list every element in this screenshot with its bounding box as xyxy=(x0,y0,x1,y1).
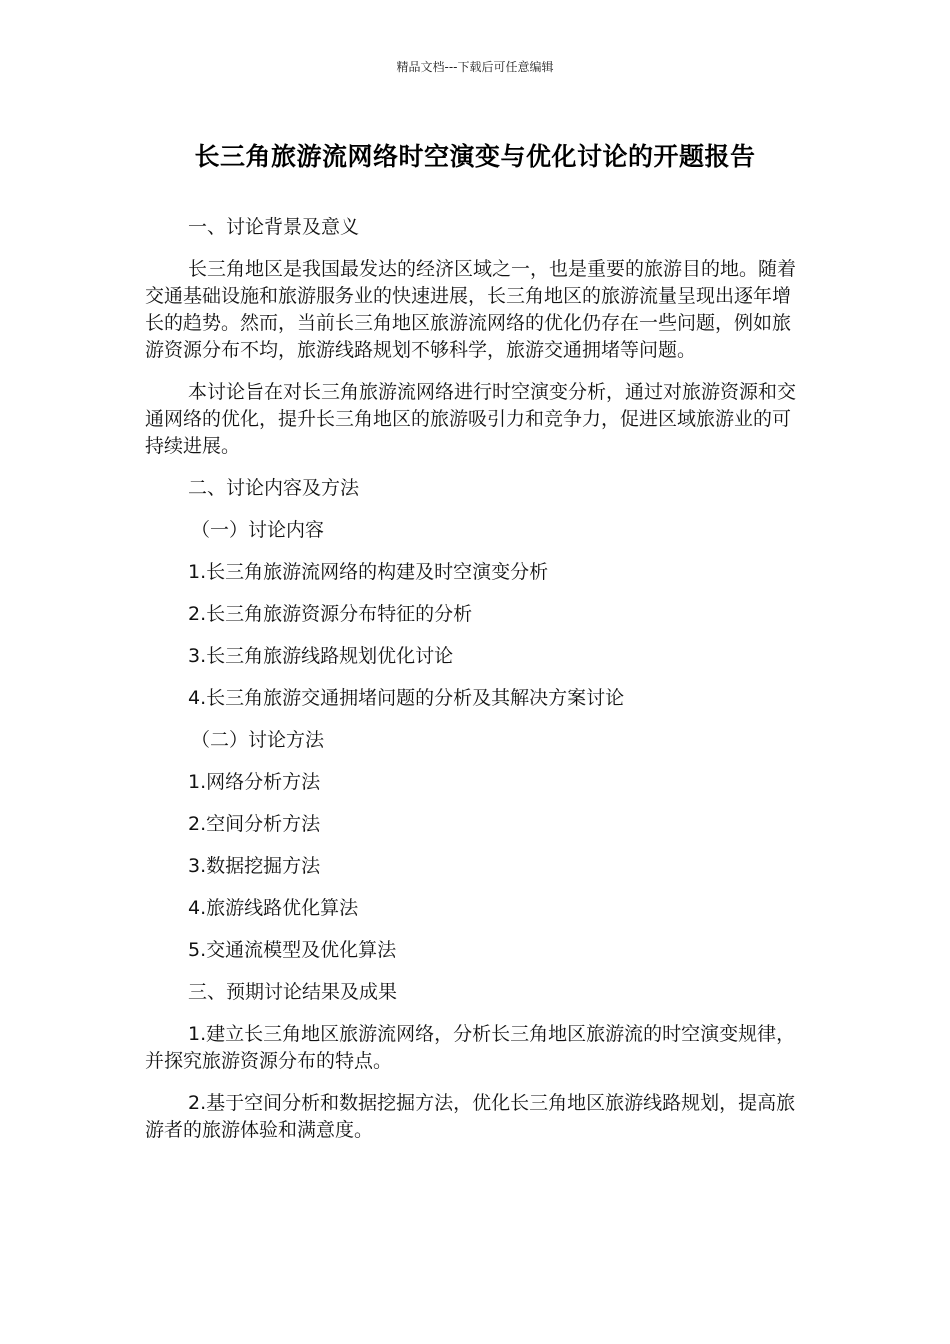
document-body xyxy=(145,214,805,1159)
section-heading-background: 一、讨论背景及意义 xyxy=(188,216,360,238)
list-item: 4.旅游线路优化算法 xyxy=(188,897,359,919)
subsection-heading-content: （一）讨论内容 xyxy=(191,519,325,541)
subsection-heading-methods: （二）讨论方法 xyxy=(191,729,325,751)
list-item: 3.长三角旅游线路规划优化讨论 xyxy=(188,645,454,667)
section-heading-expected-results: 三、预期讨论结果及成果 xyxy=(188,981,398,1003)
paragraph-purpose: 本讨论旨在对长三角旅游流网络进行时空演变分析，通过对旅游资源和交通网络的优化，提升长三角地区的旅游吸引力和竞争力，促进区域旅游业的可持续进展。 xyxy=(145,381,797,457)
section-heading-content-methods: 二、讨论内容及方法 xyxy=(188,477,360,499)
paragraph-background: 长三角地区是我国最发达的经济区域之一，也是重要的旅游目的地。随着交通基础设施和旅游服务业的快速进展，长三角地区的旅游流量呈现出逐年增长的趋势。然而，当前长三角地区旅游流网络的优化仍存在一些问题，例如旅游资源分布不均，旅游线路规划不够科学，旅游交通拥堵等问题。 xyxy=(145,258,797,361)
list-item: 3.数据挖掘方法 xyxy=(188,855,321,877)
list-item: 4.长三角旅游交通拥堵问题的分析及其解决方案讨论 xyxy=(188,687,625,709)
paragraph-result-2: 2.基于空间分析和数据挖掘方法，优化长三角地区旅游线路规划，提高旅游者的旅游体验和满意度。 xyxy=(145,1092,796,1141)
list-item: 1.长三角旅游流网络的构建及时空演变分析 xyxy=(188,561,549,583)
document-title: 长三角旅游流网络时空演变与优化讨论的开题报告 xyxy=(194,142,756,171)
list-item: 1.网络分析方法 xyxy=(188,771,321,793)
list-item: 2.长三角旅游资源分布特征的分析 xyxy=(188,603,473,625)
list-item: 5.交通流模型及优化算法 xyxy=(188,939,397,961)
paragraph-result-1: 1.建立长三角地区旅游流网络，分析长三角地区旅游流的时空演变规律，并探究旅游资源分布的特点。 xyxy=(145,1023,796,1072)
page-header: 精品文档---下载后可任意编辑 xyxy=(396,60,554,74)
list-item: 2.空间分析方法 xyxy=(188,813,321,835)
